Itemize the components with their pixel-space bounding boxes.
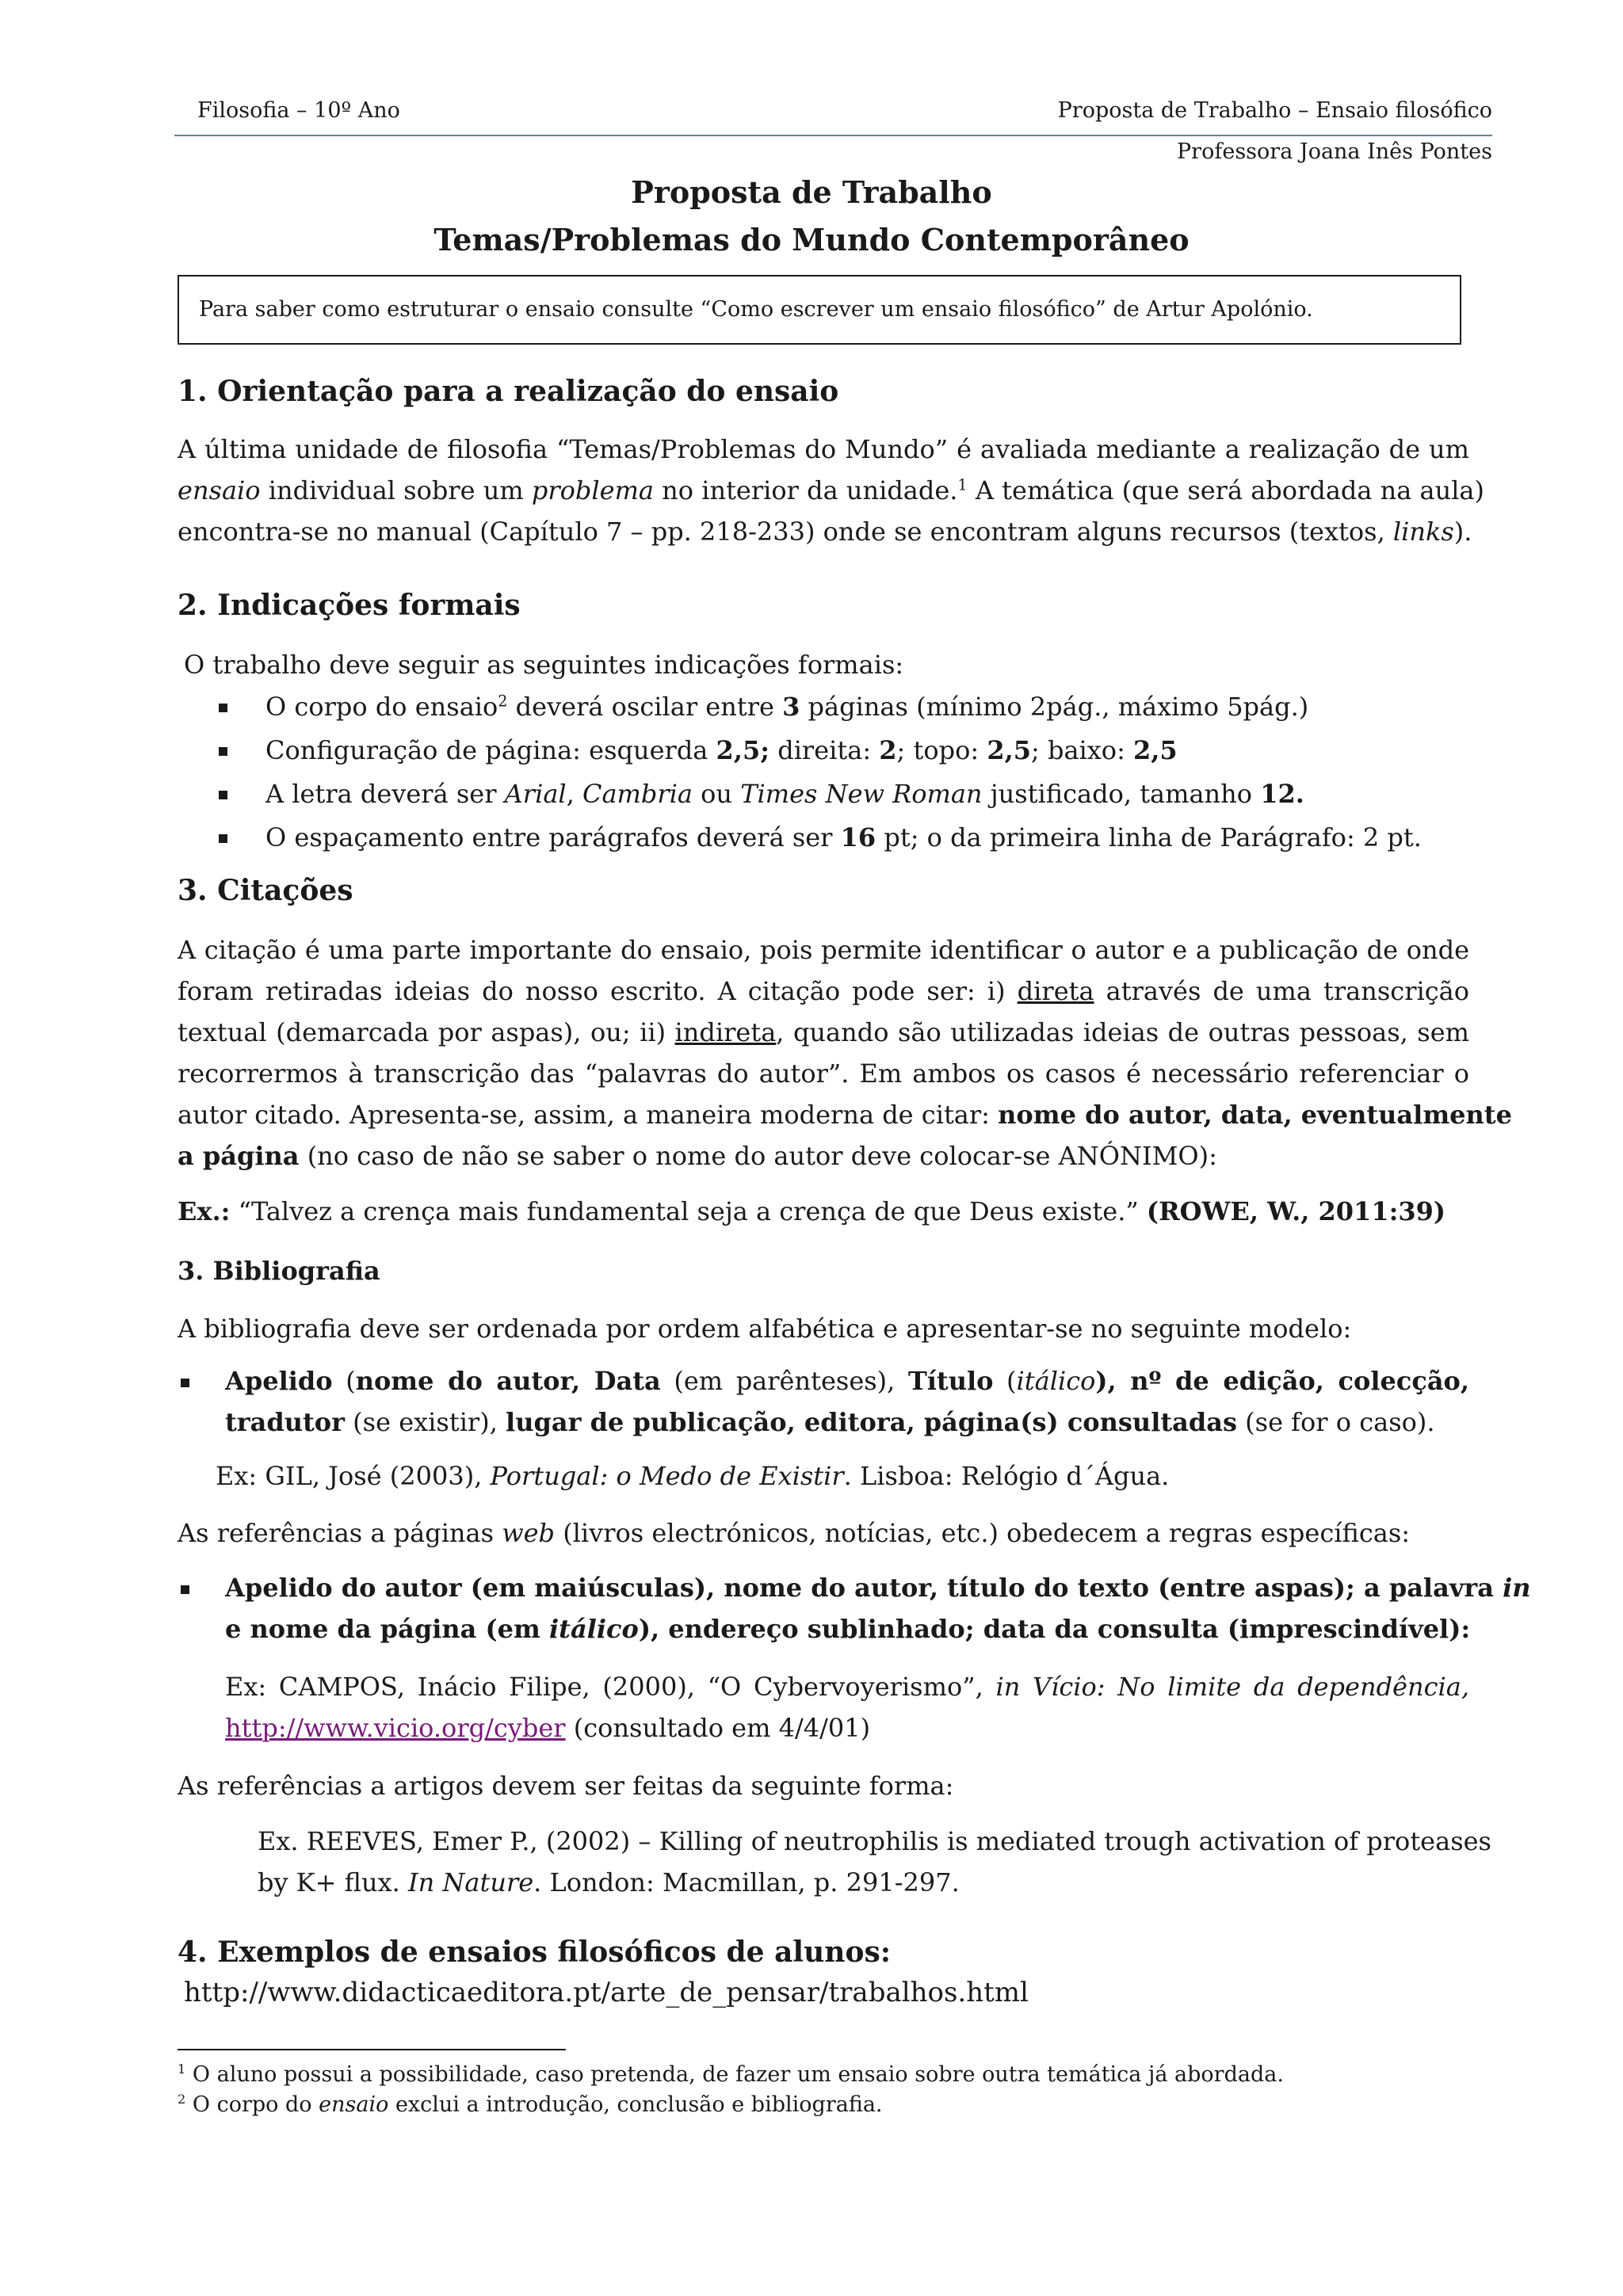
bullet-icon	[219, 834, 227, 843]
document-subtitle: Temas/Problemas do Mundo Contemporâneo	[433, 222, 1190, 257]
footnote-divider	[178, 2049, 566, 2050]
web-references-intro: As referências a páginas web (livros electrónicos, notícias, etc.) obedecem a regras específicas:	[178, 1518, 1411, 1548]
footnote-1: $^1$ O aluno possui a possibilidade, caso pretenda, de fazer um ensaio sobre outra temática já abordada.	[178, 2061, 1284, 2087]
bullet-icon	[219, 704, 227, 712]
section-1-line-3: encontra-se no manual (Capítulo 7 – pp. 218-233) onde se encontram alguns recursos (textos, links).	[178, 517, 1472, 547]
student-essays-url: http://www.didacticaeditora.pt/arte_de_pensar/trabalhos.html	[184, 1977, 1029, 2008]
citations-line-6: a página (no caso de não se saber o nome do autor deve colocar-se ANÓNIMO):	[178, 1141, 1217, 1171]
citations-line-2: foram retiradas ideias do nosso escrito. A citação pode ser: i) direta através de uma transcrição	[178, 976, 1469, 1006]
article-example-line-1: Ex. REEVES, Emer P., (2002) – Killing of neutrophilis is mediated trough activation of proteases	[258, 1826, 1491, 1856]
section-4-heading: 4. Exemplos de ensaios filosóficos de alunos:	[178, 1936, 892, 1969]
citations-line-4: recorrermos à transcrição das “palavras do autor”. Em ambos os casos é necessário referenciar o	[178, 1058, 1469, 1089]
section-2-heading: 2. Indicações formais	[178, 589, 521, 622]
formal-item-font: A letra deverá ser Arial, Cambria ou Times New Roman justificado, tamanho 12.	[265, 779, 1304, 809]
bibliography-model-line-1: Apelido (nome do autor, Data (em parênteses), Título (itálico), nº de edição, colecção,	[225, 1366, 1470, 1396]
footnote-2: $^2$ O corpo do ensaio exclui a introdução, conclusão e bibliografia.	[178, 2092, 883, 2117]
web-example-link[interactable]: http://www.vicio.org/cyber	[225, 1713, 566, 1743]
citations-line-5: autor citado. Apresenta-se, assim, a maneira moderna de citar: nome do autor, data, eventualmente	[178, 1100, 1512, 1130]
header-divider	[174, 135, 1492, 136]
bullet-icon	[219, 747, 227, 756]
bullet-icon	[181, 1585, 189, 1594]
header-subject: Filosofia – 10º Ano	[197, 98, 400, 123]
article-references-intro: As referências a artigos devem ser feitas da seguinte forma:	[178, 1771, 954, 1801]
header-professor: Professora Joana Inês Pontes	[1177, 139, 1492, 164]
web-model-line-2: e nome da página (em itálico), endereço sublinhado; data da consulta (imprescindível):	[225, 1614, 1471, 1644]
bibliography-heading: 3. Bibliografia	[178, 1256, 380, 1286]
bullet-icon	[219, 791, 227, 799]
citations-line-1: A citação é uma parte importante do ensaio, pois permite identificar o autor e a publicação de onde	[178, 935, 1469, 965]
bullet-icon	[181, 1379, 189, 1387]
bibliography-model-line-2: tradutor (se existir), lugar de publicação, editora, página(s) consultadas (se for o caso).	[225, 1407, 1435, 1437]
document-title: Proposta de Trabalho	[631, 174, 992, 210]
citations-line-3: textual (demarcada por aspas), ou; ii) indireta, quando são utilizadas ideias de outras pessoas, sem	[178, 1017, 1470, 1047]
web-example-line-1: Ex: CAMPOS, Inácio Filipe, (2000), “O Cybervoyerismo”, in Vício: No limite da dependência,	[225, 1672, 1469, 1702]
citation-example: Ex.: “Talvez a crença mais fundamental seja a crença de que Deus existe.” (ROWE, W., 2011:39)	[178, 1196, 1446, 1226]
article-example-line-2: by K+ flux. In Nature. London: Macmillan, p. 291-297.	[258, 1867, 960, 1897]
web-example-line-2: http://www.vicio.org/cyber (consultado em 4/4/01)	[225, 1713, 871, 1743]
web-model-line-1: Apelido do autor (em maiúsculas), nome do autor, título do texto (entre aspas); a palavra in	[225, 1573, 1531, 1603]
bibliography-example-book: Ex: GIL, José (2003), Portugal: o Medo de Existir. Lisboa: Relógio d´Água.	[216, 1461, 1170, 1491]
header-document-type: Proposta de Trabalho – Ensaio filosófico	[1057, 98, 1492, 123]
section-2-intro: O trabalho deve seguir as seguintes indicações formais:	[184, 650, 904, 680]
section-1-line-2: ensaio individual sobre um problema no interior da unidade.$^1$ A temática (que será abordada na aula)	[178, 475, 1484, 505]
formal-item-body: O corpo do ensaio$^2$ deverá oscilar entre 3 páginas (mínimo 2pág., máximo 5pág.)	[265, 692, 1309, 722]
bibliography-intro: A bibliografia deve ser ordenada por ordem alfabética e apresentar-se no seguinte modelo:	[178, 1314, 1352, 1344]
section-1-heading: 1. Orientação para a realização do ensaio	[178, 375, 839, 408]
note-text: Para saber como estruturar o ensaio consulte “Como escrever um ensaio filosófico” de Artur Apolónio.	[199, 297, 1313, 322]
section-1-line-1: A última unidade de filosofia “Temas/Problemas do Mundo” é avaliada mediante a realização de um	[178, 434, 1469, 464]
note-box	[178, 275, 1461, 345]
formal-item-spacing: O espaçamento entre parágrafos deverá ser 16 pt; o da primeira linha de Parágrafo: 2 pt.	[265, 822, 1422, 852]
formal-item-margins: Configuração de página: esquerda 2,5; direita: 2; topo: 2,5; baixo: 2,5	[265, 735, 1178, 765]
section-3-heading: 3. Citações	[178, 874, 353, 907]
